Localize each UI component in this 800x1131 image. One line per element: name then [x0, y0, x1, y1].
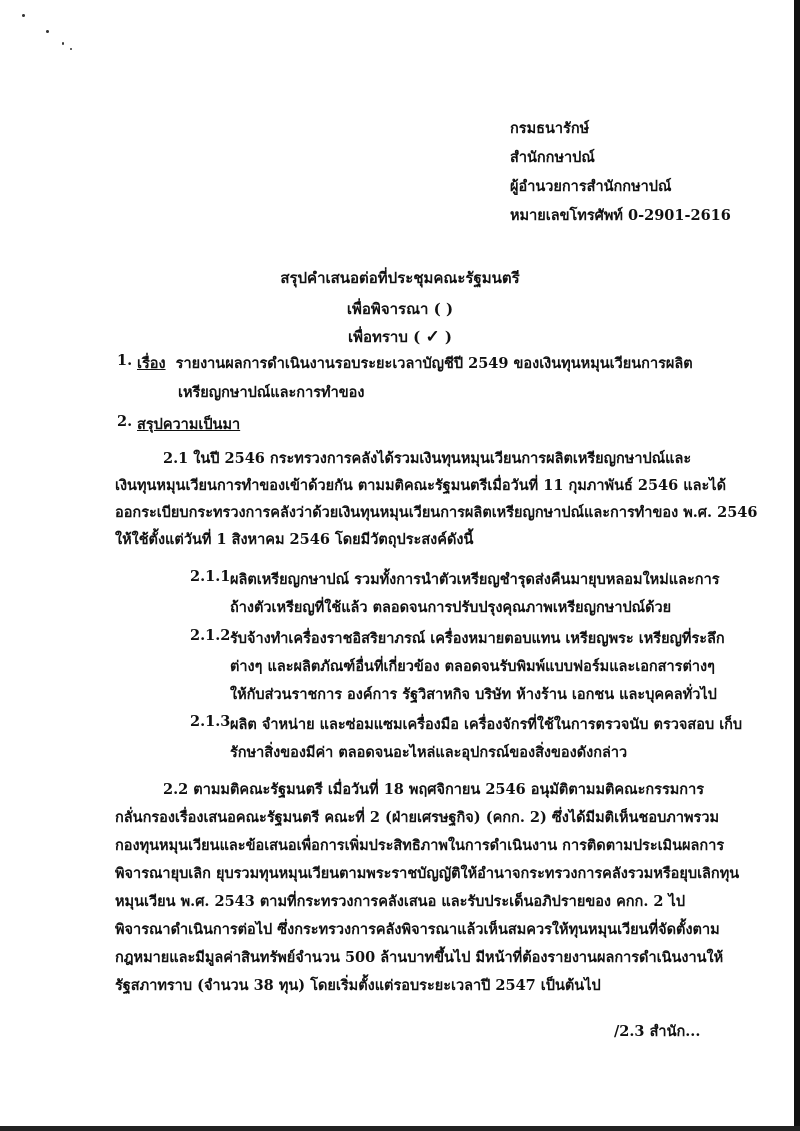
- document-title: สรุปคำเสนอต่อที่ประชุมคณะรัฐมนตรี: [280, 269, 520, 287]
- scan-edge-right: [794, 0, 800, 1131]
- scan-edge-bottom: [0, 1126, 800, 1131]
- for-consideration-line: เพื่อพิจารณา ( ): [346, 300, 454, 318]
- subject-number: 1.: [117, 352, 133, 369]
- paragraph-line: ให้ใช้ตั้งแต่วันที่ 1 สิงหาคม 2546 โดยมีวัตถุประสงค์ดังนี้: [115, 531, 474, 548]
- subject-heading: [137, 352, 693, 375]
- scan-speck: [62, 42, 64, 45]
- objective-number: 2.1.3: [190, 713, 231, 730]
- objective-line: ให้กับส่วนราชการ องค์การ รัฐวิสาหกิจ บริษัท ห้างร้าน เอกชน และบุคคลทั่วไป: [230, 686, 717, 703]
- paragraph-line: 2.1 ในปี 2546 กระทรวงการคลังได้รวมเงินทุนหมุนเวียนการผลิตเหรียญกษาปณ์และ: [163, 450, 692, 467]
- paragraph-line: หมุนเวียน พ.ศ. 2543 ตามที่กระทรวงการคลังเสนอ และรับประเด็นอภิปรายของ คกก. 2 ไป: [115, 893, 686, 910]
- subject-text-line-2: เหรียญกษาปณ์และการทำของ: [178, 384, 365, 401]
- paragraph-line: เงินทุนหมุนเวียนการทำของเข้าด้วยกัน ตามมติคณะรัฐมนตรีเมื่อวันที่ 11 กุมภาพันธ์ 2546 และได้: [115, 477, 727, 494]
- objective-number: 2.1.1: [190, 568, 231, 585]
- paragraph-line: กลั่นกรองเรื่องเสนอคณะรัฐมนตรี คณะที่ 2 (ฝ่ายเศรษฐกิจ) (คกก. 2) ซึ่งได้มีมติเห็นชอบภาพรวม: [115, 809, 720, 826]
- director-title: ผู้อำนวยการสำนักกษาปณ์: [510, 178, 672, 195]
- scan-speck: [70, 48, 72, 50]
- objective-line: ผลิตเหรียญกษาปณ์ รวมทั้งการนำตัวเหรียญชำรุดส่งคืนมายุบหลอมใหม่และการ: [230, 571, 720, 588]
- for-information-close: ): [444, 328, 453, 346]
- subject-text-line-1: รายงานผลการดำเนินงานรอบระยะเวลาบัญชีปี 2549 ของเงินทุนหมุนเวียนการผลิต: [175, 355, 693, 372]
- checkmark-icon: ✓: [425, 327, 440, 347]
- scan-speck: [46, 30, 49, 33]
- objective-number: 2.1.2: [190, 627, 231, 644]
- background-number: 2.: [117, 413, 133, 430]
- continuation-marker: /2.3 สำนัก...: [614, 1023, 701, 1040]
- objective-line: รับจ้างทำเครื่องราชอิสริยาภรณ์ เครื่องหมายตอบแทน เหรียญพระ เหรียญที่ระลึก: [230, 630, 725, 647]
- for-information-label: เพื่อทราบ (: [347, 328, 421, 346]
- objective-line: ถ้างตัวเหรียญที่ใช้แล้ว ตลอดจนการปรับปรุงคุณภาพเหรียญกษาปณ์ด้วย: [230, 599, 672, 616]
- objective-line: ผลิต จำหน่าย และซ่อมแซมเครื่องมือ เครื่องจักรที่ใช้ในการตรวจนับ ตรวจสอบ เก็บ: [230, 716, 743, 733]
- department-name: กรมธนารักษ์: [510, 120, 590, 137]
- subject-label: เรื่อง: [137, 355, 166, 372]
- paragraph-line: พิจารณาดำเนินการต่อไป ซึ่งกระทรวงการคลังพิจารณาแล้วเห็นสมควรให้ทุนหมุนเวียนที่จัดตั้งตาม: [115, 921, 720, 938]
- objective-line: ต่างๆ และผลิตภัณฑ์อื่นที่เกี่ยวข้อง ตลอดจนรับพิมพ์แบบฟอร์มและเอกสารต่างๆ: [230, 658, 715, 675]
- paragraph-line: กองทุนหมุนเวียนและข้อเสนอเพื่อการเพิ่มประสิทธิภาพในการดำเนินงาน การติดตามประเมินผลการ: [115, 837, 725, 854]
- for-information-line: [0, 325, 800, 349]
- paragraph-line: ออกระเบียบกระทรวงการคลังว่าด้วยเงินทุนหมุนเวียนการผลิตเหรียญกษาปณ์และการทำของ พ.ศ. 2546: [115, 504, 758, 521]
- objective-line: รักษาสิ่งของมีค่า ตลอดจนอะไหล่และอุปกรณ์ของสิ่งของดังกล่าว: [230, 744, 628, 761]
- scan-speck: [22, 14, 25, 17]
- sender-block: [510, 114, 790, 230]
- office-name: สำนักกษาปณ์: [510, 149, 595, 166]
- paragraph-line: 2.2 ตามมติคณะรัฐมนตรี เมื่อวันที่ 18 พฤศจิกายน 2546 อนุมัติตามมติคณะกรรมการ: [163, 781, 704, 798]
- paragraph-line: กฎหมายและมีมูลค่าสินทรัพย์จำนวน 500 ล้านบาทขึ้นไป มีหน้าที่ต้องรายงานผลการดำเนินงานให้: [115, 949, 724, 966]
- paragraph-line: พิจารณายุบเลิก ยุบรวมทุนหมุนเวียนตามพระราชบัญญัติให้อำนาจกระทรวงการคลังรวมหรือยุบเลิกทุน: [115, 865, 740, 882]
- phone-number: หมายเลขโทรศัพท์ 0-2901-2616: [510, 207, 731, 224]
- background-heading: สรุปความเป็นมา: [137, 416, 241, 433]
- paragraph-line: รัฐสภาทราบ (จำนวน 38 ทุน) โดยเริ่มตั้งแต่รอบระยะเวลาปี 2547 เป็นต้นไป: [115, 977, 601, 994]
